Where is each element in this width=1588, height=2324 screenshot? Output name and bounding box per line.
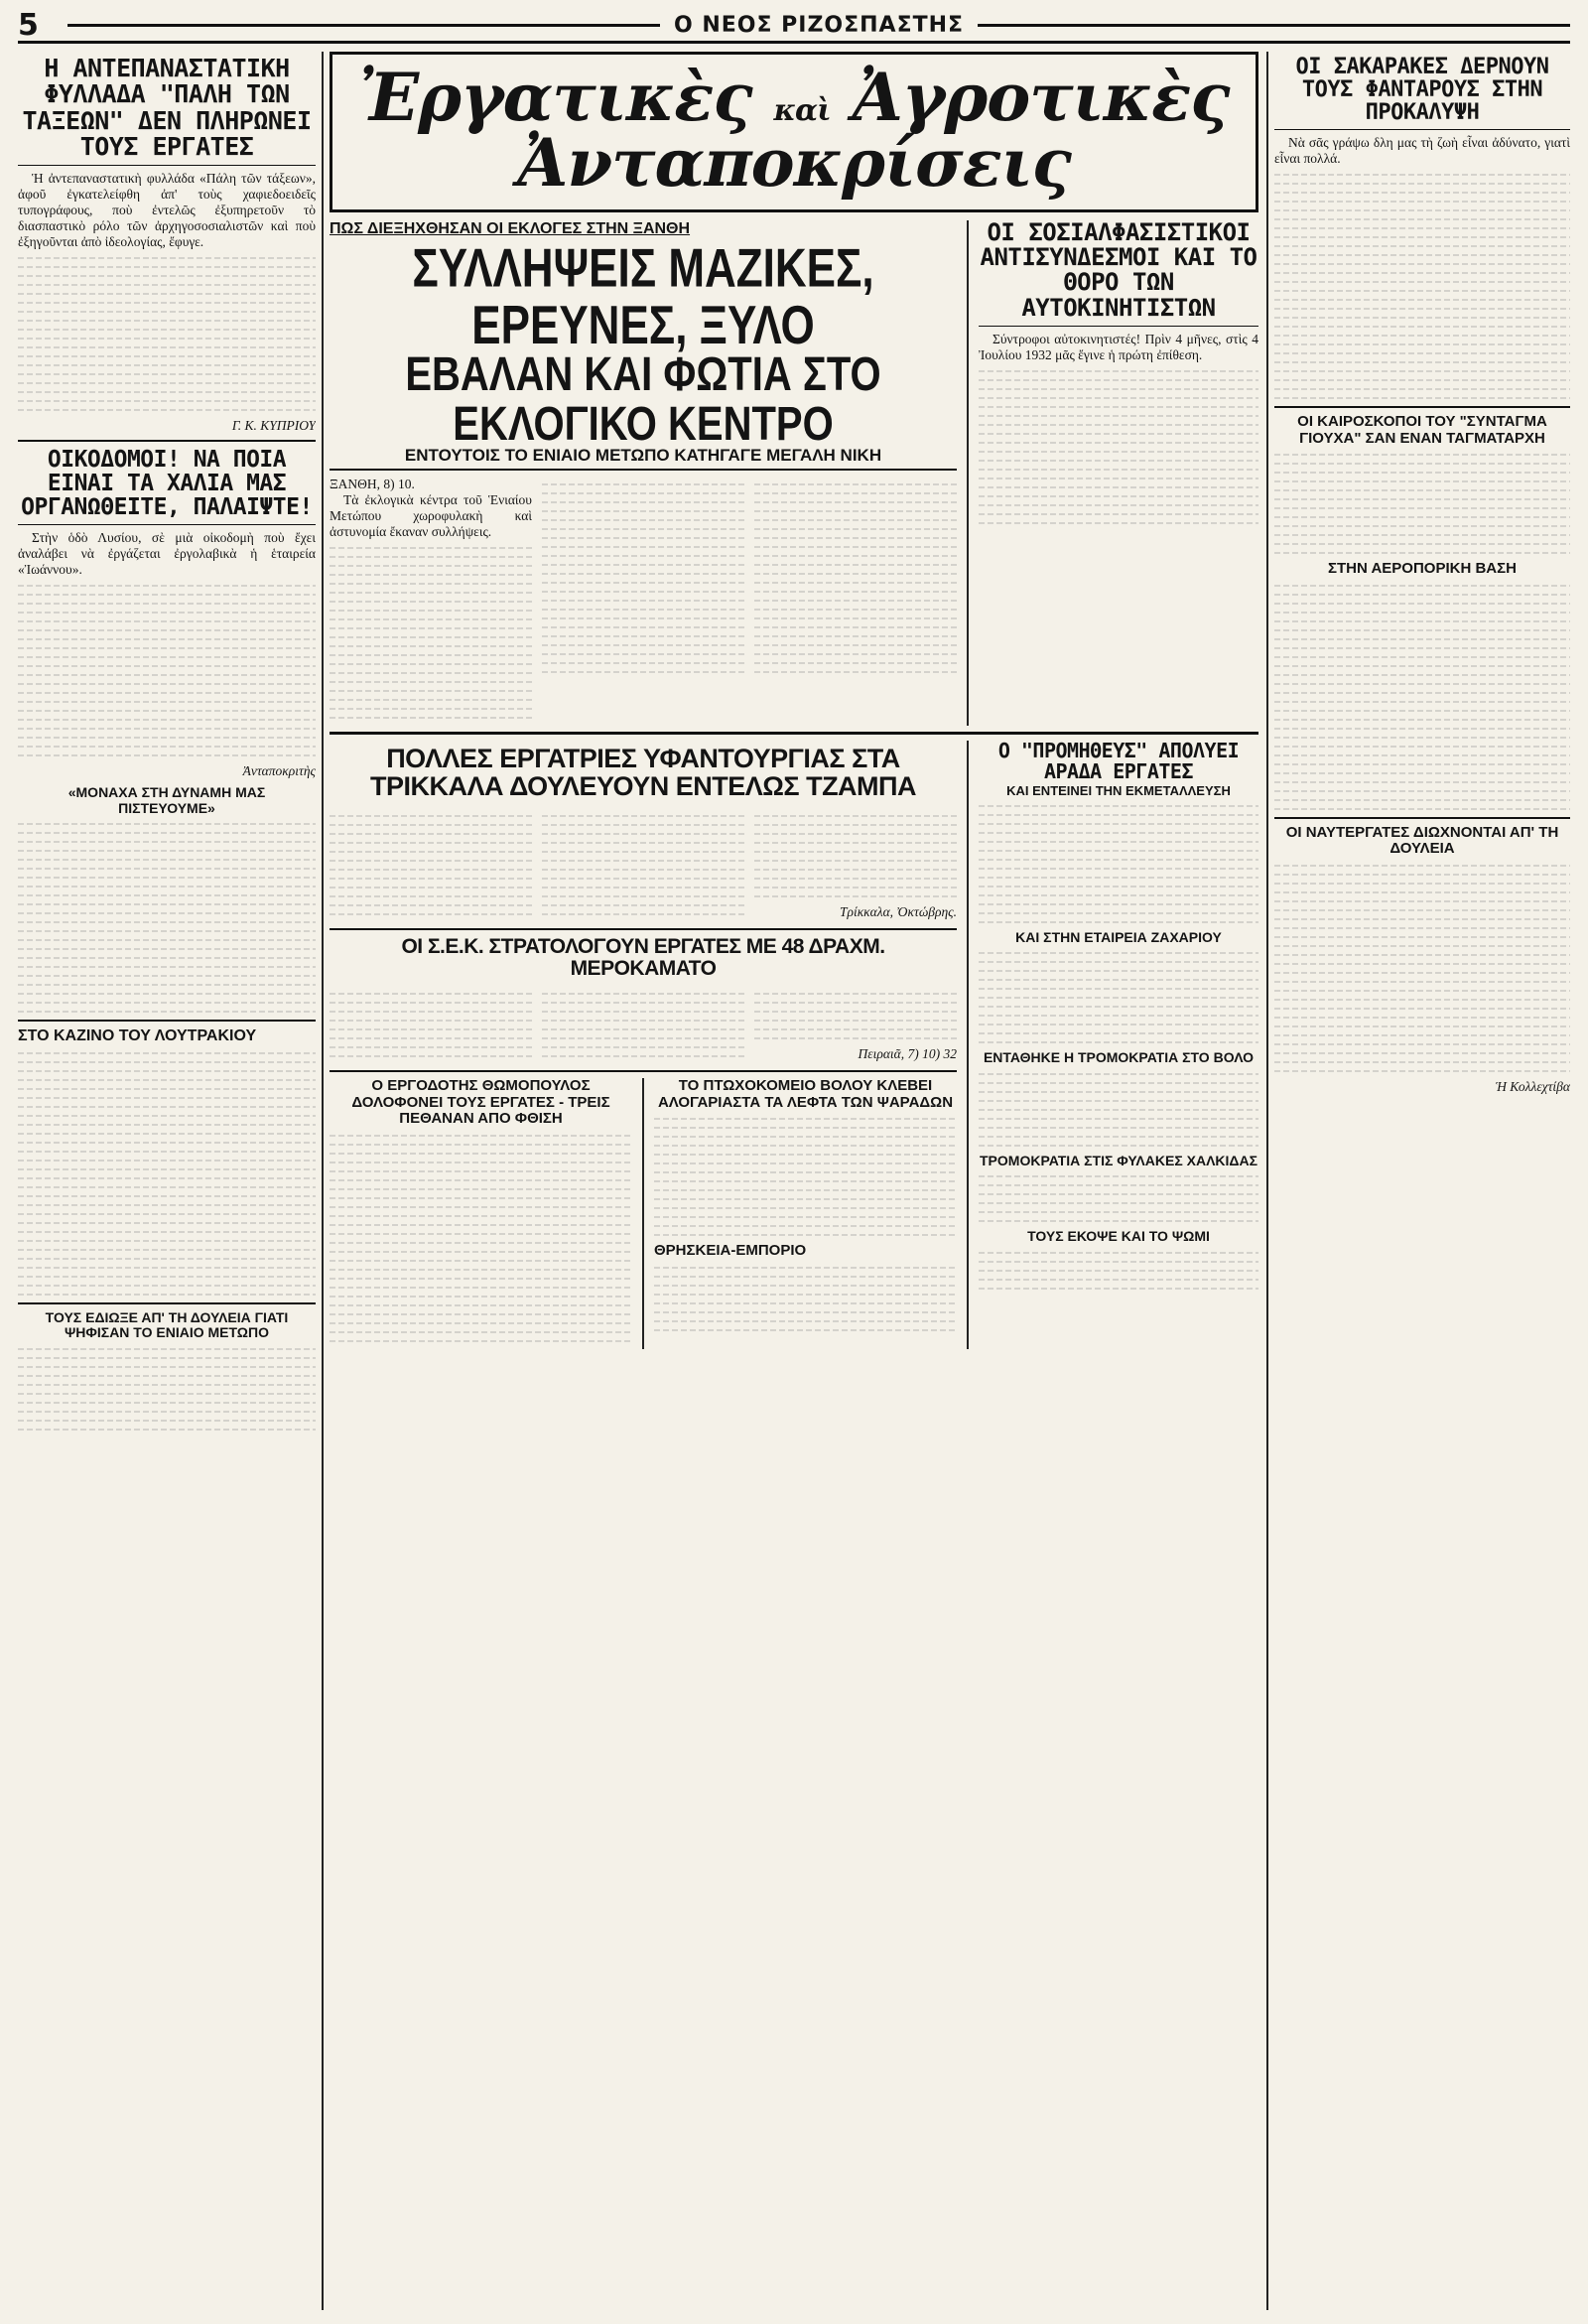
article-text-continued	[654, 1267, 957, 1331]
article-text-continued	[654, 1118, 957, 1236]
sek-columns	[330, 986, 957, 1064]
divider	[18, 440, 316, 442]
headline-religion: ΘΡΗΣΚΕΙΑ-ΕΜΠΟΡΙΟ	[654, 1242, 807, 1260]
article-text-continued	[979, 370, 1258, 524]
article-xanthi	[330, 220, 957, 726]
dateline: ΞΑΝΘΗ, 8) 10.	[330, 476, 415, 491]
story-volos-poorhouse	[654, 1078, 957, 1349]
column-rule	[967, 741, 969, 1349]
headline-zachariou: ΚΑΙ ΣΤΗΝ ΕΤΑΙΡΕΙΑ ΖΑΧΑΡΙΟΥ	[1015, 928, 1222, 945]
headline-prometheus: Ο "ΠΡΟΜΗΘΕΥΣ" ΑΠΟΛΥΕΙ ΑΡΑΔΑ ΕΡΓΑΤΕΣ	[997, 738, 1240, 783]
article-text-continued	[330, 547, 532, 719]
headline-right-1: ΟΙ ΣΟΣΙΑΛΦΑΣΙΣΤΙΚΟΙ ΑΝΤΙΣΥΝΔΕΣΜΟΙ ΚΑΙ ΤΟ ΘΟΡΟ ΤΩΝ ΑΥΤΟΚΙΝΗΤΙΣΤΩΝ	[980, 218, 1257, 322]
column-right-inner	[979, 220, 1258, 726]
article-text-continued	[1274, 585, 1570, 810]
xanthi-columns	[330, 477, 957, 726]
headline-left-2: ΟΙΚΟΔΟΜΟΙ! ΝΑ ΠΟΙΑ ΕΙΝΑΙ ΤΑ ΧΑΛΙΑ ΜΑΣ ΟΡΓΑΝΩΘΕΙΤΕ, ΠΑΛΑΙΨΤΕ!	[21, 447, 313, 521]
page-header	[18, 10, 1570, 44]
header-rule	[67, 24, 660, 27]
article-text-continued	[330, 986, 532, 1064]
article-text-continued	[542, 808, 744, 922]
article-text-continued	[330, 1135, 632, 1342]
banner-part-1: Ἐργατικὲς	[358, 59, 752, 136]
article-text: Στὴν ὁδὸ Λυσίου, σὲ μιὰ οἰκοδομὴ ποὺ ἔχει ἀναλάβει νὰ ἐργάζεται ἐργολαβικὰ ἡ ἑταιρεία «Ἰωάννου».	[18, 530, 316, 578]
paper-name: Ο ΝΕΟΣ ΡΙΖΟΣΠΑΣΤΗΣ	[673, 13, 965, 38]
headline-left-1: Η ΑΝΤΕΠΑΝΑΣΤΑΤΙΚΗ ΦΥΛΛΑΔΑ "ΠΑΛΗ ΤΩΝ ΤΑΞΕΩΝ" ΔΕΝ ΠΛΗΡΩΝΕΙ ΤΟΥΣ ΕΡΓΑΤΕΣ	[22, 54, 312, 161]
column-center	[330, 52, 1258, 2310]
kicker-xanthi: ΠΩΣ ΔΙΕΞΗΧΘΗΣΑΝ ΟΙ ΕΚΛΟΓΕΣ ΣΤΗΝ ΞΑΝΘΗ	[330, 220, 691, 237]
article-text-continued	[542, 483, 744, 673]
article-text-continued	[1274, 174, 1570, 399]
divider	[979, 326, 1258, 327]
article-text: Ἡ ἀντεπαναστατικὴ φυλλάδα «Πάλη τῶν τάξεων», ἀφοῦ ἐγκατελείφθη ἀπ' τοὺς χαφιεδοειδεῖς τυπογράφους, ποὺ ἐντελῶς ἐξυπηρετοῦν τὸ διασπαστικὸ ρόλο τῶν ἀρχηγοσοσιαλιστῶν καὶ ποὺ ἐξηγοῦνται ἀπὸ ἰδεολογίας, ἔφυγε.	[18, 171, 316, 249]
headline-thomopoulos: Ο ΕΡΓΟΔΟΤΗΣ ΘΩΜΟΠΟΥΛΟΣ ΔΟΛΟΦΟΝΕΙ ΤΟΥΣ ΕΡΓΑΤΕΣ - ΤΡΕΙΣ ΠΕΘΑΝΑΝ ΑΠΟ ΦΘΙΣΗ	[351, 1077, 610, 1128]
article-text-continued	[542, 986, 744, 1064]
divider	[18, 1302, 316, 1304]
headline-far-right-3: ΣΤΗΝ ΑΕΡΟΠΟΡΙΚΗ ΒΑΣΗ	[1328, 560, 1517, 578]
headline-volos-poorhouse: ΤΟ ΠΤΩΧΟΚΟΜΕΙΟ ΒΟΛΟΥ ΚΛΕΒΕΙ ΑΛΟΓΑΡΙΑΣΤΑ ΤΑ ΛΕΦΤΑ ΤΩΝ ΨΑΡΑΔΩΝ	[657, 1077, 954, 1111]
center-lower-main	[330, 741, 957, 1349]
article-text-continued	[979, 952, 1258, 1043]
signature: Πειραιᾶ, 7) 10) 32	[858, 1046, 957, 1062]
headline-trikala: ΠΟΛΛΕΣ ΕΡΓΑΤΡΙΕΣ ΥΦΑΝΤΟΥΡΓΙΑΣ ΣΤΑ ΤΡΙΚΚΑΛΑ ΔΟΥΛΕΥΟΥΝ ΕΝΤΕΛΩΣ ΤΖΑΜΠΑ	[369, 743, 917, 801]
headline-left-5: ΤΟΥΣ ΕΔΙΩΞΕ ΑΠ' ΤΗ ΔΟΥΛΕΙΑ ΓΙΑΤΙ ΨΗΦΙΣΑΝ ΤΟ ΕΝΙΑΙΟ ΜΕΤΩΠΟ	[45, 1308, 289, 1341]
article-text: Σύντροφοι αὐτοκινητιστές! Πρὶν 4 μῆνες, στὶς 4 Ἰουλίου 1932 μᾶς ἔγινε ἡ πρώτη ἐπίθεση.	[979, 331, 1258, 362]
divider	[18, 1020, 316, 1022]
article-text-continued	[18, 257, 316, 411]
column-far-right	[1274, 52, 1570, 2310]
subheadline-xanthi: ΕΝΤΟΥΤΟΙΣ ΤΟ ΕΝΙΑΙΟ ΜΕΤΩΠΟ ΚΑΤΗΓΑΓΕ ΜΕΓΑΛΗ ΝΙΚΗ	[330, 447, 957, 471]
headline-chalkida: ΤΡΟΜΟΚΡΑΤΙΑ ΣΤΙΣ ΦΥΛΑΚΕΣ ΧΑΛΚΙΔΑΣ	[980, 1152, 1257, 1168]
xanthi-col	[754, 477, 957, 726]
bottom-stories	[330, 1078, 957, 1349]
article-text-continued	[18, 1052, 316, 1296]
header-rule	[978, 24, 1570, 27]
column-rule	[967, 220, 969, 726]
columns	[18, 52, 1570, 2310]
story-thomopoulos	[330, 1078, 632, 1349]
headline-xanthi-1: ΣΥΛΛΗΨΕΙΣ ΜΑΖΙΚΕΣ, ΕΡΕΥΝΕΣ, ΞΥΛΟ	[412, 237, 874, 356]
headline-left-4: ΣΤΟ ΚΑΖΙΝΟ ΤΟΥ ΛΟΥΤΡΑΚΙΟΥ	[18, 1027, 257, 1045]
signature: Ἀνταποκριτὴς	[242, 763, 316, 779]
divider	[18, 524, 316, 525]
article-text: Τὰ ἐκλογικὰ κέντρα τοῦ Ἑνιαίου Μετώπου χωροφυλακὴ καὶ ἀστυνομία ἔκαναν συλλήψεις.	[330, 491, 532, 539]
center-upper	[330, 220, 1258, 726]
sek-col	[754, 986, 957, 1064]
signature: Ἡ Κολλεχτίβα	[1495, 1078, 1570, 1094]
article-text-continued	[18, 1348, 316, 1431]
banner-kai: καὶ	[773, 93, 831, 128]
article-text-continued	[1274, 454, 1570, 554]
column-rule	[642, 1078, 644, 1349]
article-text-continued	[979, 1175, 1258, 1222]
column-right-inner-lower	[979, 738, 1258, 1349]
article-text-continued	[330, 808, 532, 922]
divider	[1274, 817, 1570, 819]
article-text-continued	[979, 1073, 1258, 1147]
trikala-columns	[330, 808, 957, 922]
divider	[1274, 129, 1570, 130]
divider	[1274, 406, 1570, 408]
section-banner	[330, 52, 1258, 212]
divider	[330, 732, 1258, 735]
column-rule	[1266, 52, 1268, 2310]
headline-far-right-1: ΟΙ ΣΑΚΑΡΑΚΕΣ ΔΕΡΝΟΥΝ ΤΟΥΣ ΦΑΝΤΑΡΟΥΣ ΣΤΗΝ ΠΡΟΚΑΛΥΨΗ	[1295, 55, 1549, 126]
xanthi-col	[330, 477, 532, 726]
article-text: Νὰ σᾶς γράψω δλη μας τὴ ζωὴ εἶναι ἀδύνατο, γιατὶ εἶναι πολλά.	[1274, 135, 1570, 167]
article-text-continued	[754, 993, 957, 1039]
headline-far-right-2: ΟΙ ΚΑΙΡΟΣΚΟΠΟΙ ΤΟΥ "ΣΥΝΤΑΓΜΑ ΓΙΟΥΧΑ" ΣΑΝ ΕΝΑΝ ΤΑΓΜΑΤΑΡΧΗ	[1297, 413, 1547, 447]
column-rule	[322, 52, 324, 2310]
article-text-continued	[979, 1252, 1258, 1290]
article-text-continued	[754, 815, 957, 897]
divider	[330, 928, 957, 930]
headline-xanthi-2: ΕΒΑΛΑΝ ΚΑΙ ΦΩΤΙΑ ΣΤΟ ΕΚΛΟΓΙΚΟ ΚΕΝΤΡΟ	[405, 347, 881, 451]
xanthi-col	[542, 477, 744, 726]
center-lower	[330, 738, 1258, 1349]
headline-volos-terror: ΕΝΤΑΘΗΚΕ Η ΤΡΟΜΟΚΡΑΤΙΑ ΣΤΟ ΒΟΛΟ	[983, 1049, 1255, 1066]
signature: Γ. Κ. ΚΥΠΡΙΟΥ	[231, 418, 316, 433]
column-left	[18, 52, 316, 2310]
headline-left-3: «ΜΟΝΑΧΑ ΣΤΗ ΔΥΝΑΜΗ ΜΑΣ ΠΙΣΤΕΥΟΥΜΕ»	[67, 784, 266, 816]
article-text-continued	[18, 585, 316, 756]
subheadline-prometheus: ΚΑΙ ΕΝΤΕΙΝΕΙ ΤΗΝ ΕΚΜΕΤΑΛΛΕΥΣΗ	[1006, 782, 1231, 798]
trikala-col	[754, 808, 957, 922]
divider	[18, 165, 316, 166]
headline-sek: ΟΙ Σ.Ε.Κ. ΣΤΡΑΤΟΛΟΓΟΥΝ ΕΡΓΑΤΕΣ ΜΕ 48 ΔΡΑΧΜ. ΜΕΡΟΚΑΜΑΤΟ	[401, 935, 885, 981]
headline-far-right-4: ΟΙ ΝΑΥΤΕΡΓΑΤΕΣ ΔΙΩΧΝΟΝΤΑΙ ΑΠ' ΤΗ ΔΟΥΛΕΙΑ	[1285, 823, 1559, 858]
article-text-continued	[1274, 865, 1570, 1072]
article-text-continued	[979, 805, 1258, 923]
article-text-continued	[18, 823, 316, 1013]
page-number: 5	[18, 8, 39, 43]
article-text-continued	[754, 483, 957, 673]
headline-bread: ΤΟΥΣ ΕΚΟΨΕ ΚΑΙ ΤΟ ΨΩΜΙ	[1027, 1228, 1210, 1245]
divider	[330, 1070, 957, 1072]
banner-part-2: Ἀγροτικὲς Ἀνταποκρίσεις	[517, 59, 1230, 202]
signature: Τρίκκαλα, Ὀκτώβρης.	[839, 904, 957, 920]
